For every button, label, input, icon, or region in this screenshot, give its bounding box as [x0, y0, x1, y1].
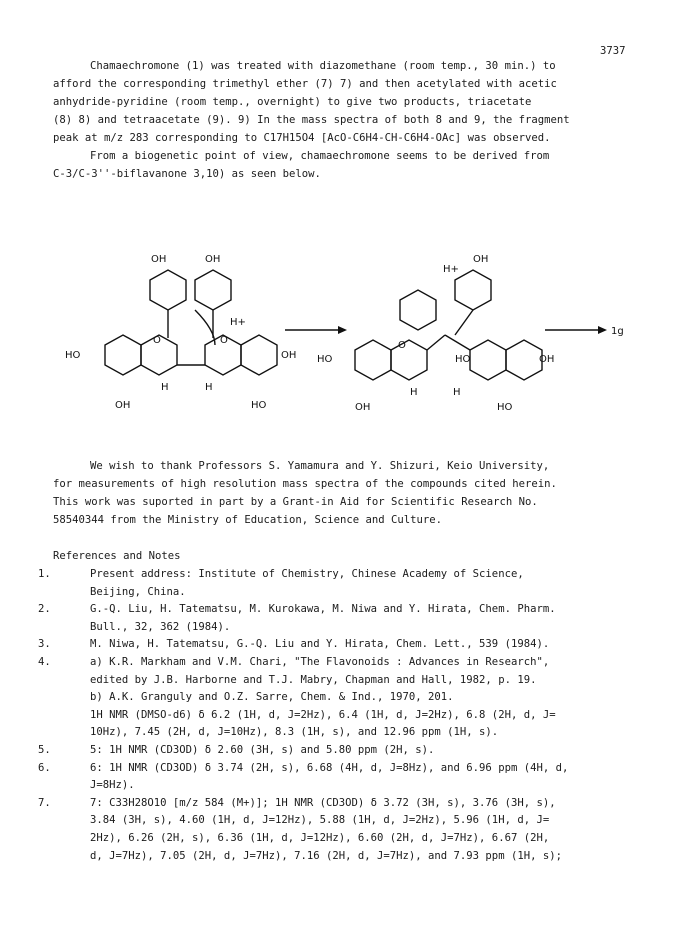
body-line: Chamaechromone (1) was treated with diazomethane (room temp., 30 min.) to — [90, 60, 556, 72]
body-line: for measurements of high resolution mass spectra of the compounds cited herein. — [53, 478, 557, 490]
body-line: From a biogenetic point of view, chamaechromone seems to be derived from — [90, 150, 550, 162]
label-oh: OH — [205, 254, 221, 265]
label-h: H — [410, 387, 418, 398]
reference-number: 5. — [38, 744, 51, 756]
body-line: (8) 8) and tetraacetate (9). 9) In the mass spectra of both 8 and 9, the fragment — [53, 114, 570, 126]
label-ho: HO — [251, 400, 267, 411]
body-line: anhydride-pyridine (room temp., overnight) to give two products, triacetate — [53, 96, 532, 108]
label-h: H — [453, 387, 461, 398]
label-ho: HO — [497, 402, 513, 413]
label-h: H — [161, 382, 169, 393]
reference-line: M. Niwa, H. Tatematsu, G.-Q. Liu and Y. Hirata, Chem. Lett., 539 (1984). — [90, 638, 550, 651]
label-o: O — [220, 335, 228, 346]
label-hplus: H+ — [230, 317, 246, 328]
label-oh: OH — [473, 254, 489, 265]
arrowhead — [598, 326, 607, 334]
label-o: O — [153, 335, 161, 346]
reference-number: 2. — [38, 603, 51, 616]
label-ho: HO — [65, 350, 81, 361]
label-oh: OH — [115, 400, 131, 411]
arrowhead — [338, 326, 347, 334]
reference-number: 6. — [38, 761, 51, 774]
label-h: H — [205, 382, 213, 393]
reference-line: 7: C33H28O10 [m/z 584 (M+)]; 1H NMR (CD3OD) δ 3.72 (3H, s), 3.76 (3H, s), — [90, 796, 556, 809]
label-ho: HO — [455, 354, 471, 365]
page-number: 3737 — [600, 45, 626, 57]
body-line: afford the corresponding trimethyl ether (7) 7) and then acetylated with acetic — [53, 78, 557, 90]
reference-line: 5: 1H NMR (CD3OD) δ 2.60 (3H, s) and 5.80 ppm (2H, s). — [90, 744, 435, 756]
label-hplus: H+ — [443, 264, 459, 275]
reference-line: Beijing, China. — [90, 585, 186, 598]
body-line: We wish to thank Professors S. Yamamura and Y. Shizuri, Keio University, — [90, 460, 550, 472]
label-oh: OH — [539, 354, 555, 365]
reference-line: a) K.R. Markham and V.M. Chari, "The Flavonoids : Advances in Research", — [90, 656, 550, 668]
reference-number: 3. — [38, 638, 51, 651]
reference-line: G.-Q. Liu, H. Tatematsu, M. Kurokawa, M. Niwa and Y. Hirata, Chem. Pharm. — [90, 603, 556, 616]
reference-line: 2Hz), 6.26 (2H, s), 6.36 (1H, d, J=12Hz), 6.60 (2H, d, J=7Hz), 6.67 (2H, — [90, 832, 550, 844]
label-o: O — [398, 340, 406, 351]
body-line: This work was suported in part by a Grant-in Aid for Scientific Research No. — [53, 496, 538, 508]
reference-line: 10Hz), 7.45 (2H, d, J=10Hz), 8.3 (1H, s), and 12.96 ppm (1H, s). — [90, 726, 499, 739]
reference-number: 1. — [38, 568, 51, 580]
body-line: C-3/C-3''-biflavanone 3,10) as seen below. — [53, 168, 321, 180]
reference-line: 1H NMR (DMSO-d6) δ 6.2 (1H, d, J=2Hz), 6.4 (1H, d, J=2Hz), 6.8 (2H, d, J= — [90, 708, 556, 721]
reference-line: J=8Hz). — [90, 779, 135, 792]
label-oh: OH — [355, 402, 371, 413]
label-oh: OH — [151, 254, 167, 265]
biogenesis-scheme — [55, 240, 635, 430]
body-line: peak at m/z 283 corresponding to C17H15O4 [AcO-C6H4-CH-C6H4-OAc] was observed. — [53, 132, 551, 144]
references-heading: References and Notes — [53, 550, 181, 562]
product-label: 1g — [611, 326, 624, 337]
reference-line: b) A.K. Granguly and O.Z. Sarre, Chem. & Ind., 1970, 201. — [90, 691, 454, 704]
reference-line: Bull., 32, 362 (1984). — [90, 620, 231, 633]
reference-line: Present address: Institute of Chemistry, Chinese Academy of Science, — [90, 568, 524, 580]
reference-number: 7. — [38, 796, 51, 809]
right-molecule — [355, 270, 542, 380]
label-oh: OH — [281, 350, 297, 361]
left-molecule — [105, 270, 277, 375]
reference-number: 4. — [38, 656, 51, 668]
reference-line: 6: 1H NMR (CD3OD) δ 3.74 (2H, s), 6.68 (4H, d, J=8Hz), and 6.96 ppm (4H, d, — [90, 761, 569, 774]
reference-line: edited by J.B. Harborne and T.J. Mabry, Chapman and Hall, 1982, p. 19. — [90, 673, 537, 686]
reference-line: 3.84 (3H, s), 4.60 (1H, d, J=12Hz), 5.88 (1H, d, J=2Hz), 5.96 (1H, d, J= — [90, 814, 550, 827]
reference-line: d, J=7Hz), 7.05 (2H, d, J=7Hz), 7.16 (2H, d, J=7Hz), and 7.93 ppm (1H, s); — [90, 849, 562, 862]
label-ho: HO — [317, 354, 333, 365]
body-line: 58540344 from the Ministry of Education, Science and Culture. — [53, 514, 443, 526]
